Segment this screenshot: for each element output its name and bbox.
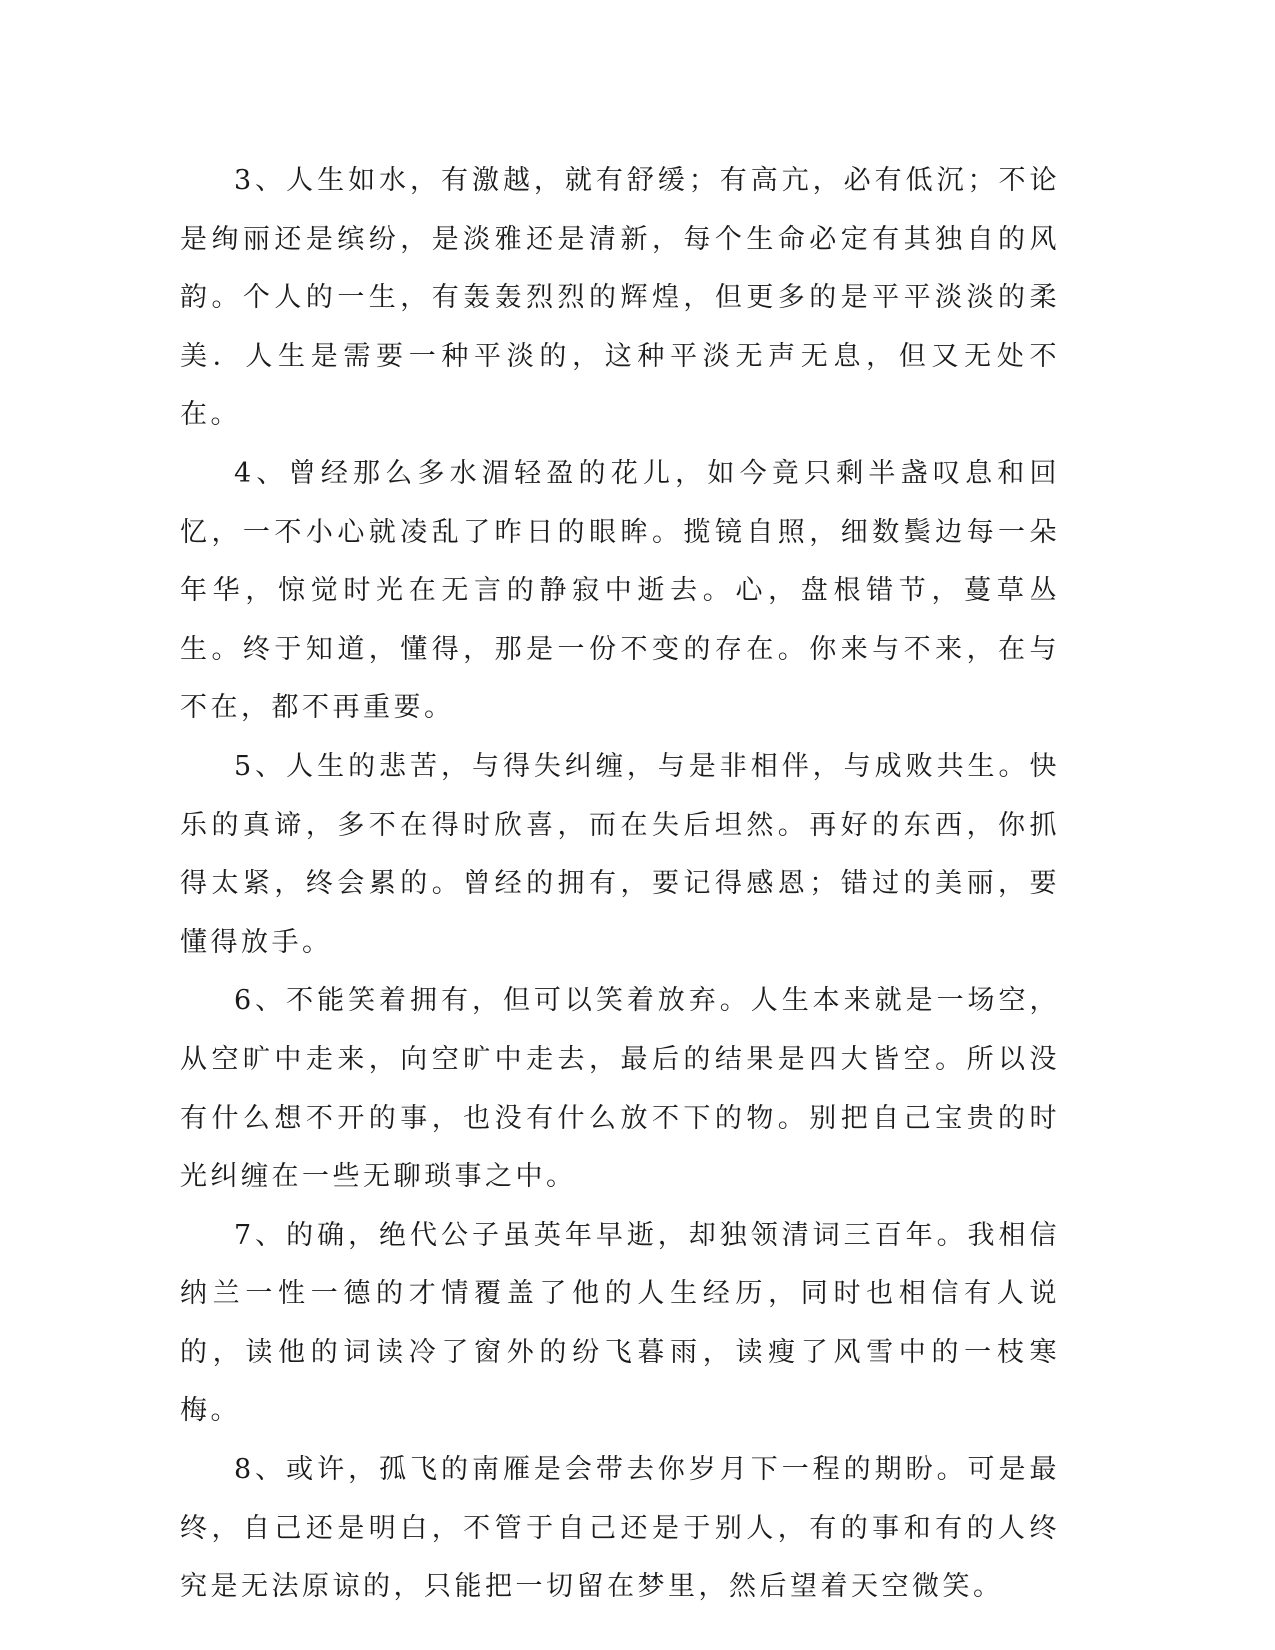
paragraph-5: 5、人生的悲苦，与得失纠缠，与是非相伴，与成败共生。快乐的真谛，多不在得时欣喜，而在失后坦然。再好的东西，你抓得太紧，终会累的。曾经的拥有，要记得感恩；错过的美丽，要懂得放手。 [180, 750, 1060, 958]
paragraph-7: 7、的确，绝代公子虽英年早逝，却独领清词三百年。我相信纳兰一性一德的才情覆盖了他的人生经历，同时也相信有人说的，读他的词读冷了窗外的纷飞暮雨，读瘦了风雪中的一枝寒梅。 [180, 1219, 1060, 1427]
paragraph-6: 6、不能笑着拥有，但可以笑着放弃。人生本来就是一场空，从空旷中走来，向空旷中走去，最后的结果是四大皆空。所以没有什么想不开的事，也没有什么放不下的物。别把自己宝贵的时光纠缠在一些无聊琐事之中。 [180, 985, 1060, 1193]
paragraph-3: 3、人生如水，有激越，就有舒缓；有高亢，必有低沉；不论是绚丽还是缤纷，是淡雅还是清新，每个生命必定有其独自的风韵。个人的一生，有轰轰烈烈的辉煌，但更多的是平平淡淡的柔美．人生是需要一种平淡的，这种平淡无声无息，但又无处不在。 [180, 165, 1060, 431]
paragraph-8: 8、或许，孤飞的南雁是会带去你岁月下一程的期盼。可是最终，自己还是明白，不管于自己还是于别人，有的事和有的人终究是无法原谅的，只能把一切留在梦里，然后望着天空微笑。 [180, 1454, 1060, 1603]
document-page [180, 152, 1060, 1617]
paragraph-4: 4、曾经那么多水湄轻盈的花儿，如今竟只剩半盏叹息和回忆，一不小心就凌乱了昨日的眼眸。揽镜自照，细数鬓边每一朵年华，惊觉时光在无言的静寂中逝去。心，盘根错节，蔓草丛生。终于知道，懂得，那是一份不变的存在。你来与不来，在与不在，都不再重要。 [180, 457, 1060, 724]
